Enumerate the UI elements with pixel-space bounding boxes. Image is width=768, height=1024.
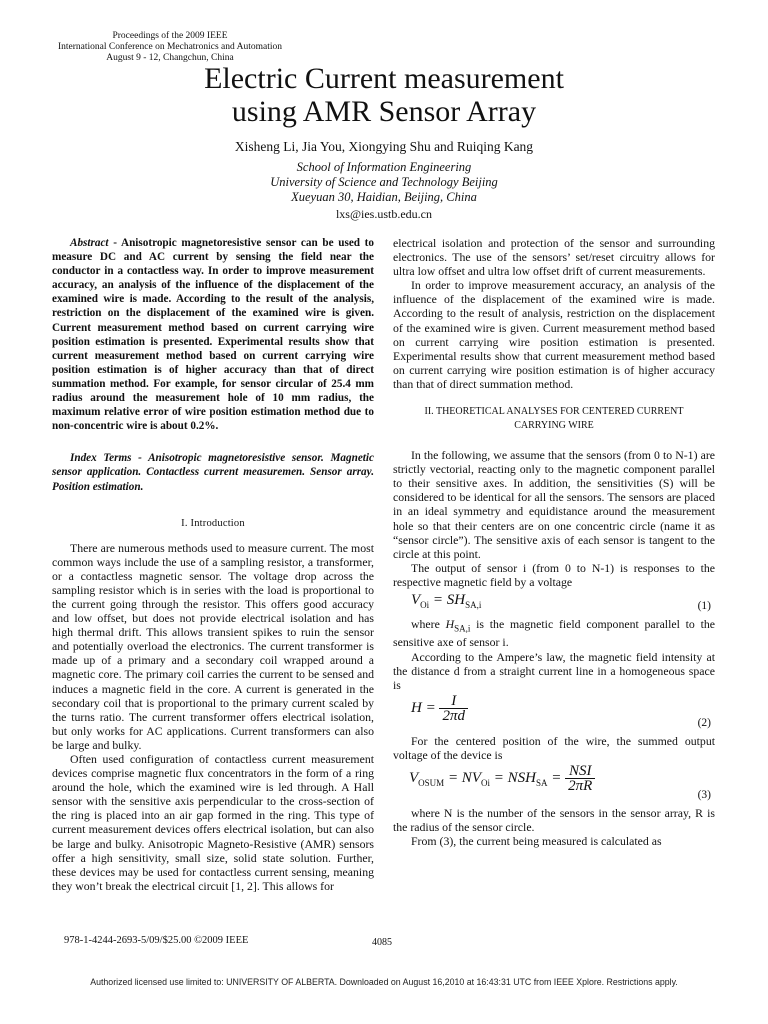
affiliation-line: Xueyuan 30, Haidian, Beijing, China (291, 190, 477, 204)
proceedings-info (0, 31, 340, 64)
proceedings-line: International Conference on Mechatronics and Automation (58, 42, 282, 52)
title-line: using AMR Sensor Array (231, 95, 537, 128)
equation-1 (393, 591, 715, 615)
equation-body: $V_{Oi} = SH_{SA,i}$ (411, 591, 482, 610)
equation-number: (2) (697, 716, 711, 729)
section-heading-introduction: I. Introduction (181, 517, 245, 529)
affiliation (0, 160, 768, 205)
paragraph: electrical isolation and protection of the sensor and surrounding electronics. The use of the sensors’ set/reset circuitry allows for ultra low offset and ultra low offset drift of current measurements. (393, 236, 715, 279)
equation-number: (3) (697, 788, 711, 801)
proceedings-line: Proceedings of the 2009 IEEE (112, 31, 228, 41)
paragraph: In order to improve measurement accuracy, an analysis of the influence of the displacement of the examined wire is made. According to the result of analysis, restriction on the displacement of the examined wire is given. Current measurement method based on current carrying wire position estimation is presented. Experimental results show that current measurement method based on current carrying wire position estimation is of higher accuracy than that of direct summation method. (393, 278, 715, 391)
paper-title (0, 62, 768, 128)
isbn-footer: 978-1-4244-2693-5/09/$25.00 ©2009 IEEE (64, 935, 249, 946)
abstract-lead: Abstract (70, 237, 109, 249)
paragraph: where N is the number of the sensors in the sensor array, R is the radius of the sensor circle. (393, 805, 715, 835)
equation-3 (393, 764, 715, 804)
paragraph: The output of sensor i (from 0 to N-1) is responses to the respective magnetic field by a voltage (393, 560, 715, 589)
left-column (52, 236, 374, 893)
paragraph: There are numerous methods used to measure current. The most common ways include the use of a sampling resistor, a transformer, or a contactless magnetic sensor. The voltage drop across the sampling resistor which is in series with the load is proportional to the current going through the resistor. This offers good accuracy and low offset, but does not provide electrical isolation and has high thermal drift. This allows transient spikes to ruin the sensor and potentially overload the electronics. The current transformer is made up of a primary and a secondary coil wrapped around a magnetic core. The primary coil carries the current to be sensed and induces a magnetic field in the core. A current is generated in the secondary coil that is proportional to the primary current scaled by the turns ratio. The current transformer offers electrical isolation, but only works for AC applications. Current transformers can also be large and bulky. (52, 540, 374, 752)
affiliation-line: School of Information Engineering (296, 160, 472, 174)
paragraph: From (3), the current being measured is calculated as (411, 834, 662, 849)
paragraph: where $H_{SA,i}$ is the magnetic field component parallel to the sensitive axe of sensor i. (393, 616, 715, 650)
title-line: Electric Current measurement (204, 62, 564, 95)
authors: Xisheng Li, Jia You, Xiongying Shu and Ruiqing Kang (234, 139, 534, 154)
paragraph: For the centered position of the wire, the summed output voltage of the device is (393, 733, 715, 762)
email: lxs@ies.ustb.edu.cn (335, 207, 433, 221)
index-text: - Anisotropic magnetoresistive sensor. Magnetic sensor application. Contactless current measuremen. Sensor array. Position estimation. (52, 452, 374, 493)
index-lead: Index Terms (70, 452, 132, 465)
proceedings-line: August 9 - 12, Changchun, China (106, 53, 234, 63)
equation-2 (393, 694, 715, 732)
affiliation-line: University of Science and Technology Beijing (270, 175, 498, 189)
paragraph: Often used configuration of contactless current measurement devices comprise magnetic flux concentrators in the form of a ring around the hole, which the examined wire is led through. A Hall sensor with the sensitive axis perpendicular to the cross-section of the ring is placed into an air gap formed in the ring. This type of current measurement devices offers electrical isolation, but can also be large and bulky. Anisotropic Magneto-Resistive (AMR) sensors offer a high sensitivity, small size, solid state solution. Further, these devices may be used for contactless current sensing, meaning they won’t break the electrical circuit [1, 2]. This allows for (52, 752, 374, 893)
paragraph: In the following, we assume that the sensors (from 0 to N-1) are strictly vectorial, reacting only to the magnetic component parallel to their sensitive axes. In addition, the sensitivities (S) will be considered to be identical for all the sensors. The sensors are placed in an ideal symmetry and equidistance around the measurement hole so that their centers are on one concentric circle (name it as “sensor circle”). The sensitive axis of each sensor is tangent to the circle at this point. (393, 448, 715, 561)
section-heading-theory: II. THEORETICAL ANALYSES FOR CENTERED CURRENT CARRYING WIRE (424, 406, 684, 432)
right-column (393, 236, 715, 848)
equation-body: H = $\frac{I}{2\pi d}$ (411, 694, 468, 723)
abstract-text: - Anisotropic magnetoresistive sensor can be used to measure DC and AC current by sensing the field near the conductor in a contactless way. In order to improve measurement accuracy, an analysis of the influence of the displacement of the examined wire is made. According to the result of the analysis, restriction on the displacement of the examined wire is given. Current measurement method based on current carrying wire position estimation is presented. Experimental results show that current measurement method based on current carrying wire position estimation is of higher accuracy than that of direct summation method. For example, for sensor circular of 25.4 mm radius around the measurement hole of 10 mm radius, the maximum relative error of wire position estimation method due to non-concentric wire is about 0.2%. (52, 237, 374, 433)
equation-body: $V_{OSUM} = NV_{Oi} = NSH_{SA}$ = $\frac{\text{NSI}}{2\pi R}$ (409, 764, 595, 793)
equation-number: (1) (697, 599, 711, 612)
index-terms (52, 451, 374, 493)
page-number: 4085 (372, 937, 392, 948)
abstract (52, 236, 374, 433)
license-notice: Authorized licensed use limited to: UNIVERSITY OF ALBERTA. Downloaded on August 16,2010 at 16:43:31 UTC from IEEE Xplore. Restrictions apply. (90, 977, 678, 987)
paragraph: According to the Ampere’s law, the magnetic field intensity at the distance d from a straight current line in a homogeneous space is (393, 649, 715, 692)
